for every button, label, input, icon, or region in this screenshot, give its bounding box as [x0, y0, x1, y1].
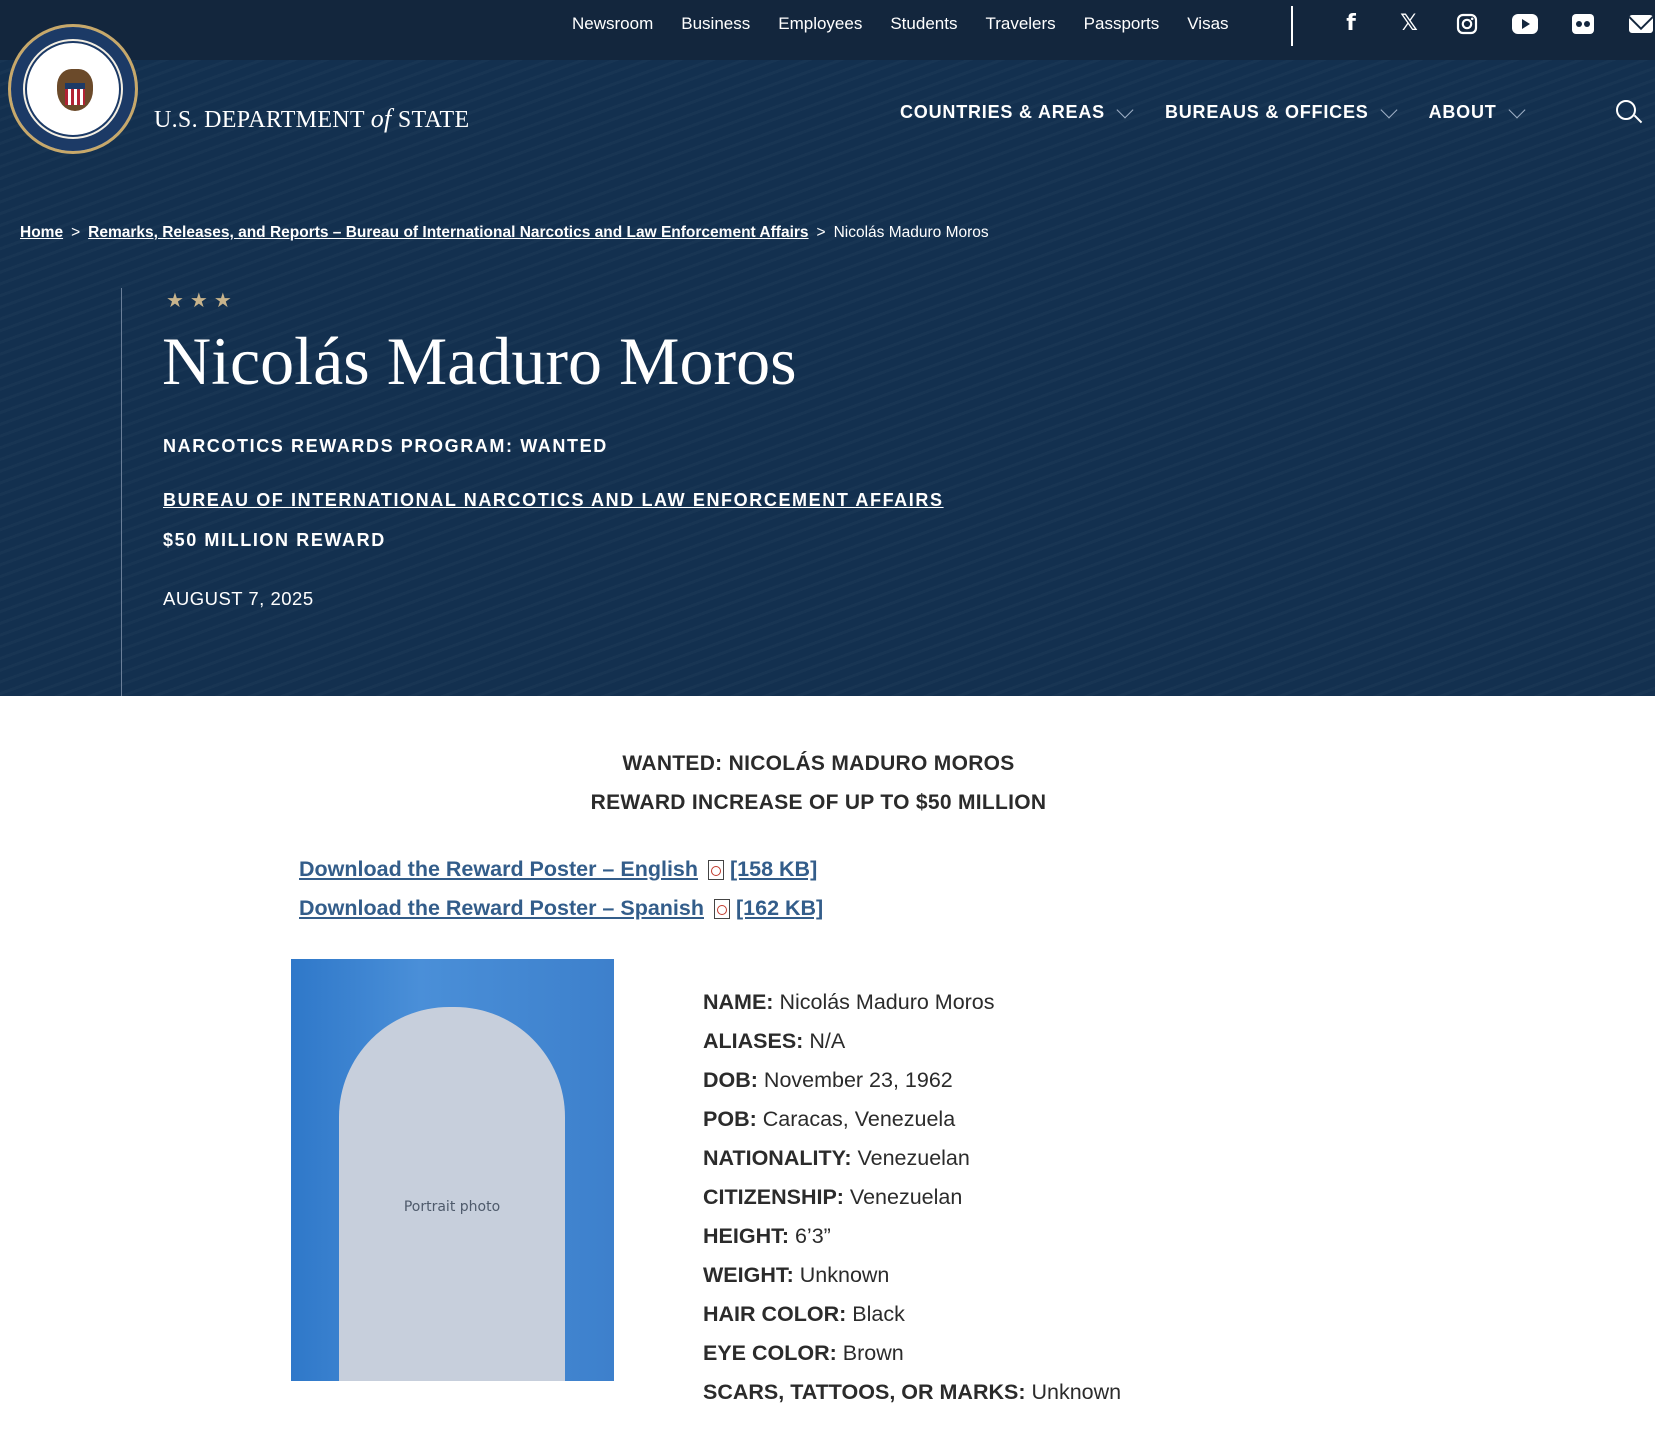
fact-label: EYE COLOR: [703, 1341, 837, 1365]
nav-bureaus-offices[interactable] [1165, 102, 1395, 123]
reward-heading: REWARD INCREASE OF UP TO $50 MILLION [590, 791, 1047, 814]
fact-nationality [703, 1144, 1121, 1183]
youtube-icon[interactable] [1496, 8, 1554, 40]
fact-value: Nicolás Maduro Moros [773, 990, 995, 1014]
fact-label: NAME: [703, 990, 774, 1014]
fact-pob [703, 1105, 1121, 1144]
utility-divider [1291, 6, 1293, 46]
fact-label: SCARS, TATTOOS, OR MARKS: [703, 1380, 1026, 1404]
fact-value: November 23, 1962 [757, 1068, 953, 1092]
fact-label: WEIGHT: [703, 1263, 794, 1287]
download-english-size[interactable]: [158 KB] [730, 857, 818, 881]
photo-placeholder-label: Portrait photo [403, 1199, 501, 1215]
fact-label: DOB: [703, 1068, 758, 1092]
nav-label: BUREAUS & OFFICES [1164, 102, 1369, 122]
fact-label: HEIGHT: [703, 1224, 789, 1248]
brand-prefix: U.S. DEPARTMENT [154, 107, 371, 133]
fact-hair-color [703, 1300, 1121, 1339]
fact-value: N/A [803, 1029, 846, 1053]
util-link-newsroom[interactable]: Newsroom [572, 14, 654, 33]
brand-of: of [370, 104, 392, 133]
breadcrumb-current: Nicolás Maduro Moros [833, 224, 989, 241]
site-logo-text[interactable] [154, 104, 469, 134]
fact-label: POB: [703, 1107, 757, 1131]
hero-vertical-rule [121, 288, 122, 696]
fact-label: HAIR COLOR: [703, 1302, 847, 1326]
download-spanish-size[interactable]: [162 KB] [736, 896, 824, 920]
pdf-icon[interactable] [714, 899, 730, 919]
bureau-link[interactable]: BUREAU OF INTERNATIONAL NARCOTICS AND LAW ENFORCEMENT AFFAIRS [163, 490, 944, 510]
util-link-business[interactable]: Business [681, 14, 751, 33]
breadcrumb-home[interactable]: Home [20, 224, 64, 241]
instagram-icon[interactable] [1438, 8, 1496, 40]
social-links [1322, 8, 1655, 40]
util-link-travelers[interactable]: Travelers [985, 14, 1056, 33]
fact-weight [703, 1261, 1121, 1300]
fact-dob [703, 1066, 1121, 1105]
chevron-down-icon [1380, 101, 1397, 118]
facebook-icon[interactable]: f [1346, 11, 1356, 36]
util-link-passports[interactable]: Passports [1083, 14, 1160, 33]
main-nav [900, 102, 1557, 123]
flickr-icon[interactable] [1554, 8, 1612, 40]
breadcrumb [20, 224, 989, 242]
nav-label: COUNTRIES & AREAS [900, 102, 1105, 122]
fact-list [703, 988, 1121, 1417]
download-spanish-link[interactable]: Download the Reward Poster – Spanish [299, 896, 704, 920]
seal-center [25, 41, 121, 137]
shield-icon [65, 83, 85, 105]
fact-value: Black [846, 1302, 905, 1326]
breadcrumb-separator: > [816, 224, 826, 241]
fact-value: Unknown [1025, 1380, 1122, 1404]
person-silhouette [339, 1007, 565, 1381]
fact-aliases [703, 1027, 1121, 1066]
hero [0, 60, 1655, 696]
fact-label: CITIZENSHIP: [703, 1185, 844, 1209]
fact-citizenship [703, 1183, 1121, 1222]
utility-nav [572, 0, 1257, 48]
utility-bar [0, 0, 1655, 60]
fact-scars-tattoos-marks [703, 1378, 1121, 1417]
fact-value: Caracas, Venezuela [756, 1107, 956, 1131]
fact-value: 6’3” [789, 1224, 831, 1248]
brand-suffix: STATE [391, 107, 470, 133]
portrait-photo [291, 959, 614, 1381]
fact-label: ALIASES: [703, 1029, 804, 1053]
breadcrumb-section[interactable]: Remarks, Releases, and Reports – Bureau of International Narcotics and Law Enforcement Affairs [88, 224, 809, 241]
chevron-down-icon [1508, 101, 1525, 118]
util-link-visas[interactable]: Visas [1187, 14, 1229, 33]
fact-height [703, 1222, 1121, 1261]
nav-countries-areas[interactable] [900, 102, 1131, 123]
fact-name [703, 988, 1121, 1027]
x-icon[interactable]: 𝕏 [1400, 11, 1418, 36]
search-icon[interactable] [1616, 100, 1636, 120]
fact-eye-color [703, 1339, 1121, 1378]
program-label: NARCOTICS REWARDS PROGRAM: WANTED [163, 436, 608, 456]
download-spanish [299, 896, 823, 921]
fact-value: Unknown [793, 1263, 890, 1287]
nav-about[interactable] [1429, 102, 1523, 123]
breadcrumb-separator: > [71, 224, 81, 241]
stars-decoration: ★★★ [166, 288, 238, 312]
download-english-link[interactable]: Download the Reward Poster – English [299, 857, 699, 881]
nav-label: ABOUT [1428, 102, 1497, 122]
email-icon[interactable] [1612, 8, 1655, 40]
department-seal[interactable] [8, 24, 138, 154]
page-title: Nicolás Maduro Moros [162, 323, 797, 399]
publish-date: AUGUST 7, 2025 [163, 588, 314, 609]
fact-value: Brown [836, 1341, 904, 1365]
reward-label: $50 MILLION REWARD [163, 530, 386, 550]
fact-value: Venezuelan [851, 1146, 970, 1170]
download-english [299, 857, 817, 882]
pdf-icon[interactable] [708, 860, 724, 880]
wanted-heading: WANTED: NICOLÁS MADURO MOROS [622, 752, 1015, 775]
fact-label: NATIONALITY: [703, 1146, 852, 1170]
chevron-down-icon [1116, 101, 1133, 118]
util-link-students[interactable]: Students [890, 14, 958, 33]
util-link-employees[interactable]: Employees [778, 14, 863, 33]
fact-value: Venezuelan [843, 1185, 963, 1209]
